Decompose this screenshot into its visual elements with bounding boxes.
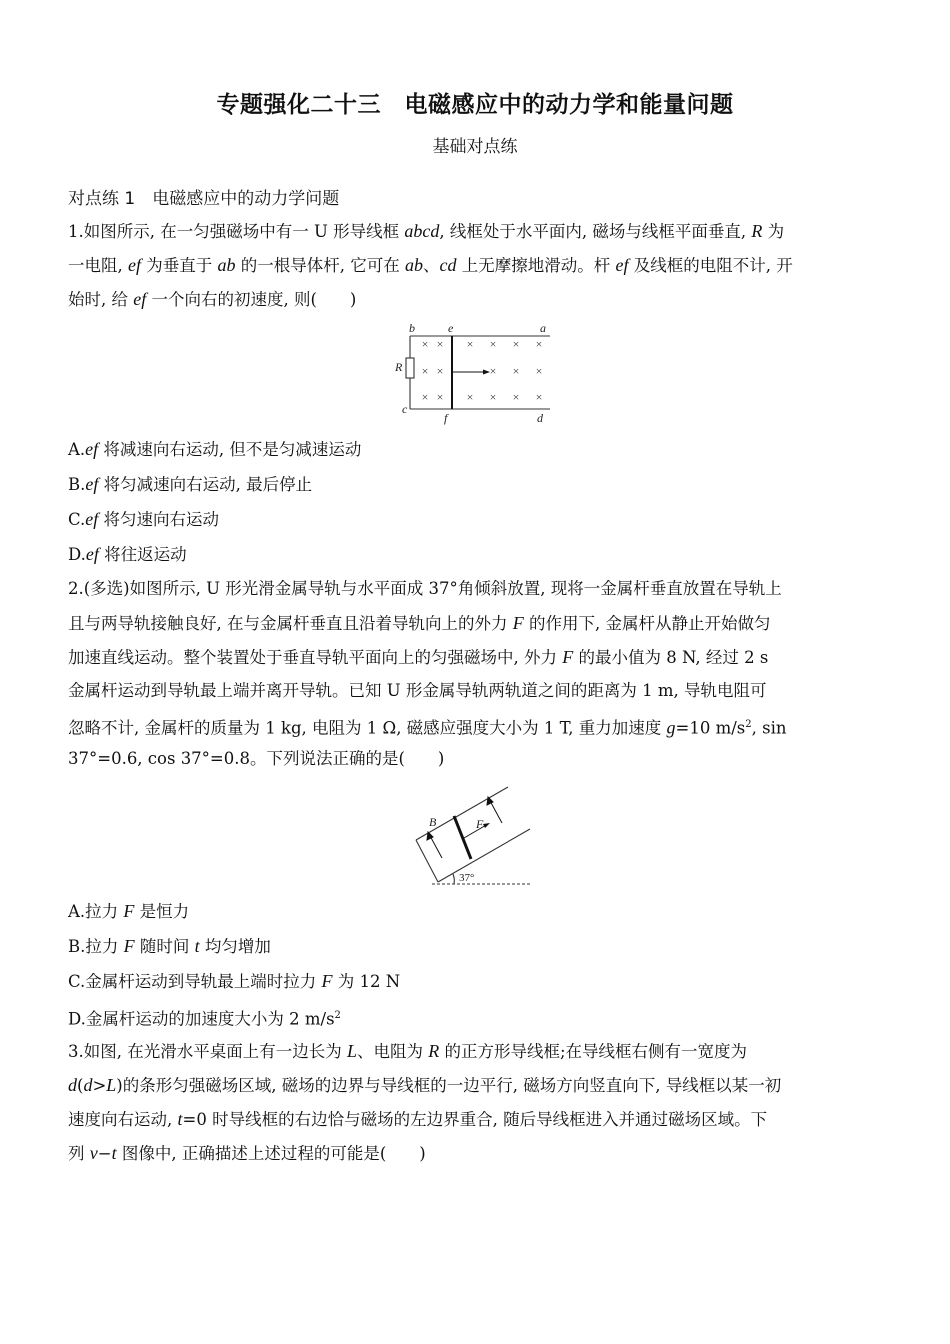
q2-metal-rod <box>454 816 471 859</box>
q2-option-c[interactable]: C.金属杆运动到导轨最上端时拉力 F 为 12 N <box>68 971 401 991</box>
question-2 <box>68 572 883 776</box>
label-a: a <box>540 321 546 335</box>
svg-text:×: × <box>535 364 543 378</box>
label-f-force: F <box>476 817 484 831</box>
svg-text:×: × <box>466 337 474 351</box>
q3-line-4: 列 v−t 图像中, 正确描述上述过程的可能是( ) <box>68 1143 426 1163</box>
svg-text:×: × <box>466 390 474 404</box>
svg-text:×: × <box>436 337 444 351</box>
q3-line-1: 3.如图, 在光滑水平桌面上有一边长为 L、电阻为 R 的正方形导线框;在导线框右侧有一宽度为 <box>68 1041 748 1061</box>
q2-option-a[interactable]: A.拉力 F 是恒力 <box>68 901 190 921</box>
svg-text:×: × <box>421 364 429 378</box>
q2-option-d[interactable]: D.金属杆运动的加速度大小为 2 $m/s^2$ <box>68 1009 341 1029</box>
q1-option-d[interactable]: D.ef 将往返运动 <box>68 544 187 564</box>
q1-option-c[interactable]: C.ef 将匀速向右运动 <box>68 509 220 529</box>
svg-text:×: × <box>535 337 543 351</box>
svg-text:×: × <box>489 337 497 351</box>
svg-text:×: × <box>512 390 520 404</box>
q2-line-6: 37°=0.6, cos 37°=0.8。下列说法正确的是( ) <box>68 749 445 768</box>
page-subtitle: 基础对点练 <box>432 137 518 157</box>
q3-line-3: 速度向右运动, t=0 时导线框的右边恰与磁场的左边界重合, 随后导线框进入并通过磁场区域。下 <box>68 1109 768 1129</box>
label-b-field: B <box>429 815 437 829</box>
svg-text:×: × <box>512 337 520 351</box>
question-3 <box>68 1034 883 1170</box>
q1-line-3: 始时, 给 ef 一个向右的初速度, 则( ) <box>68 289 357 309</box>
q1-option-b[interactable]: B.ef 将匀减速向右运动, 最后停止 <box>68 474 313 494</box>
label-c: c <box>402 402 408 416</box>
svg-text:×: × <box>535 390 543 404</box>
svg-text:×: × <box>489 364 497 378</box>
svg-text:×: × <box>489 390 497 404</box>
svg-text:×: × <box>436 364 444 378</box>
label-r: R <box>395 360 403 374</box>
label-f: f <box>444 411 448 425</box>
q3-line-2: d(d>L)的条形匀强磁场区域, 磁场的边界与导线框的一边平行, 磁场方向竖直向下, 导线框以某一初 <box>68 1075 782 1095</box>
page-title: 专题强化二十三 电磁感应中的动力学和能量问题 <box>216 92 734 118</box>
q2-figure-incline-rails <box>408 782 538 888</box>
q2-line-3: 加速直线运动。整个装置处于垂直导轨平面向上的匀强磁场中, 外力 F 的最小值为 8 N, 经过 2 s <box>68 647 769 667</box>
q1-figure-u-frame <box>392 320 562 428</box>
q2-option-b[interactable]: B.拉力 F 随时间 t 均匀增加 <box>68 936 271 956</box>
q1-option-a[interactable]: A.ef 将减速向右运动, 但不是匀减速运动 <box>68 439 362 459</box>
q2-line-4: 金属杆运动到导轨最上端并离开导轨。已知 U 形金属导轨两轨道之间的距离为 1 m, 导轨电阻可 <box>68 681 767 700</box>
svg-text:×: × <box>421 337 429 351</box>
section-heading: 对点练 1 电磁感应中的动力学问题 <box>68 189 340 209</box>
question-1 <box>68 214 883 316</box>
label-d: d <box>537 411 543 425</box>
svg-text:×: × <box>512 364 520 378</box>
q1-line-1: 1.如图所示, 在一匀强磁场中有一 U 形导线框 abcd, 线框处于水平面内, 磁场与线框平面垂直, R 为 <box>68 221 785 241</box>
q1-line-2: 一电阻, ef 为垂直于 ab 的一根导体杆, 它可在 ab、cd 上无摩擦地滑动。杆 ef 及线框的电阻不计, 开 <box>68 255 793 275</box>
q1-field-crosses <box>422 337 543 404</box>
label-angle: 37° <box>459 872 475 884</box>
label-e: e <box>448 321 454 335</box>
svg-text:×: × <box>421 390 429 404</box>
q2-line-2: 且与两导轨接触良好, 在与金属杆垂直且沿着导轨向上的外力 F 的作用下, 金属杆从静止开始做匀 <box>68 613 771 633</box>
label-b: b <box>409 321 415 335</box>
q2-line-5: 忽略不计, 金属杆的质量为 1 kg, 电阻为 1 Ω, 磁感应强度大小为 1 T, 重力加速度 g=10 $m/s^2$, sin <box>68 717 787 738</box>
svg-text:×: × <box>436 390 444 404</box>
q2-line-1: 2.(多选)如图所示, U 形光滑金属导轨与水平面成 37°角倾斜放置, 现将一金属杆垂直放置在导轨上 <box>68 579 782 598</box>
